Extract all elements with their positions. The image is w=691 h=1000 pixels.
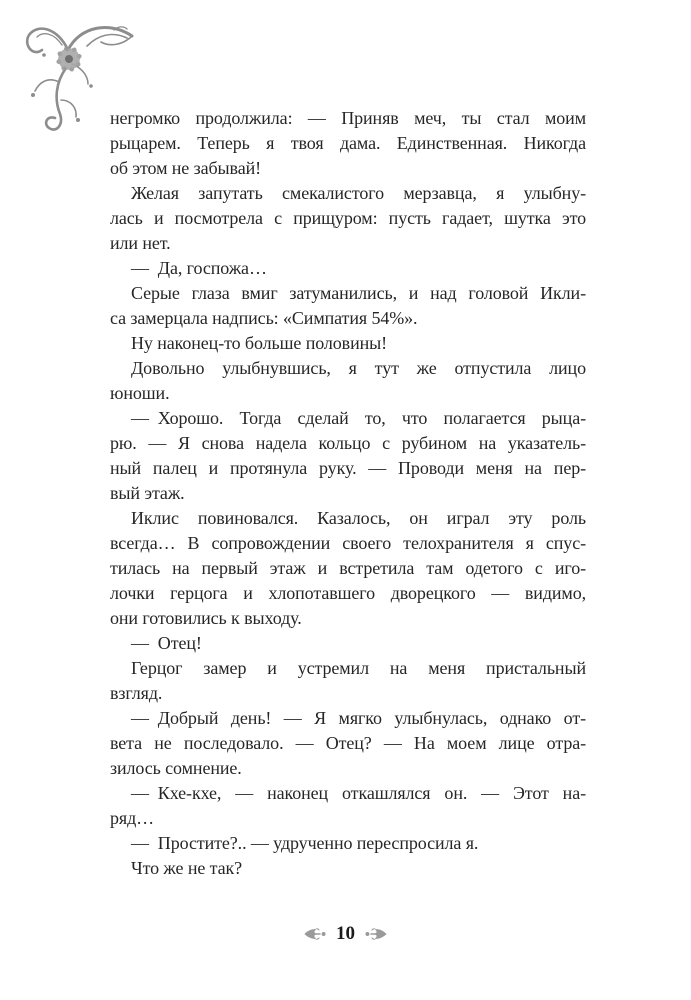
paragraph xyxy=(110,706,586,781)
text-line: или нет. xyxy=(110,233,171,253)
paragraph xyxy=(110,781,586,831)
text-line: негромко продолжила: — Приняв меч, ты стал моим xyxy=(110,108,586,128)
text-line: они готовились к выходу. xyxy=(110,608,302,628)
text-line: вета не последовало. — Отец? — На моем лице отра- xyxy=(110,733,586,753)
paragraph xyxy=(110,181,586,256)
paragraph xyxy=(110,281,586,331)
text-line: — Добрый день! — Я мягко улыбнулась, однако от- xyxy=(131,708,586,728)
text-line: — Простите?.. — удрученно переспросила я. xyxy=(131,833,479,853)
paragraph xyxy=(110,406,586,506)
text-line: Что же не так? xyxy=(131,858,243,878)
text-line: тилась на первый этаж и встретила там одетого с иго- xyxy=(110,558,586,578)
page-footer xyxy=(0,921,691,947)
text-line: — Отец! xyxy=(131,633,202,653)
paragraph xyxy=(110,656,586,706)
text-line: всегда… В сопровождении своего телохранителя я спус- xyxy=(110,533,586,553)
paragraph xyxy=(110,831,586,856)
paragraph xyxy=(110,356,586,406)
text-line: лась и посмотрела с прищуром: пусть гадает, шутка это xyxy=(110,208,586,228)
paragraph xyxy=(110,331,586,356)
text-line: Желая запутать смекалистого мерзавца, я улыбну- xyxy=(131,183,586,203)
page-text xyxy=(110,106,586,881)
text-line: Ну наконец-то больше половины! xyxy=(131,333,388,353)
paragraph xyxy=(110,856,586,881)
text-line: лочки герцога и хлопотавшего дворецкого — видимо, xyxy=(110,583,586,603)
text-line: Серые глаза вмиг затуманились, и над головой Икли- xyxy=(131,283,586,303)
text-line: Довольно улыбнувшись, я тут же отпустила лицо xyxy=(131,358,586,378)
text-line: взгляд. xyxy=(110,683,163,703)
text-line: — Хорошо. Тогда сделай то, что полагается рыца- xyxy=(131,408,586,428)
paragraph xyxy=(110,256,586,281)
text-line: ный палец и протянула руку. — Проводи меня на пер- xyxy=(110,458,586,478)
paragraph xyxy=(110,106,586,181)
text-line: — Да, госпожа… xyxy=(131,258,267,278)
text-line: — Кхе-кхе, — наконец откашлялся он. — Этот на- xyxy=(131,783,586,803)
text-line: рю. — Я снова надела кольцо с рубином на указатель- xyxy=(110,433,586,453)
text-line: рыцарем. Теперь я твоя дама. Единственная. Никогда xyxy=(110,133,586,153)
fleuron-right-icon xyxy=(364,927,388,941)
fleuron-left-icon xyxy=(303,927,327,941)
page-number: 10 xyxy=(336,923,355,944)
text-line: ряд… xyxy=(110,808,155,828)
text-line: юноши. xyxy=(110,383,170,403)
paragraph xyxy=(110,506,586,631)
paragraph xyxy=(110,631,586,656)
text-line: вый этаж. xyxy=(110,483,185,503)
text-line: зилось сомнение. xyxy=(110,758,242,778)
text-line: Герцог замер и устремил на меня пристальный xyxy=(131,658,586,678)
text-line: Иклис повиновался. Казалось, он играл эту роль xyxy=(131,508,586,528)
text-line: са замерцала надпись: «Симпатия 54%». xyxy=(110,308,418,328)
text-line: об этом не забывай! xyxy=(110,158,262,178)
